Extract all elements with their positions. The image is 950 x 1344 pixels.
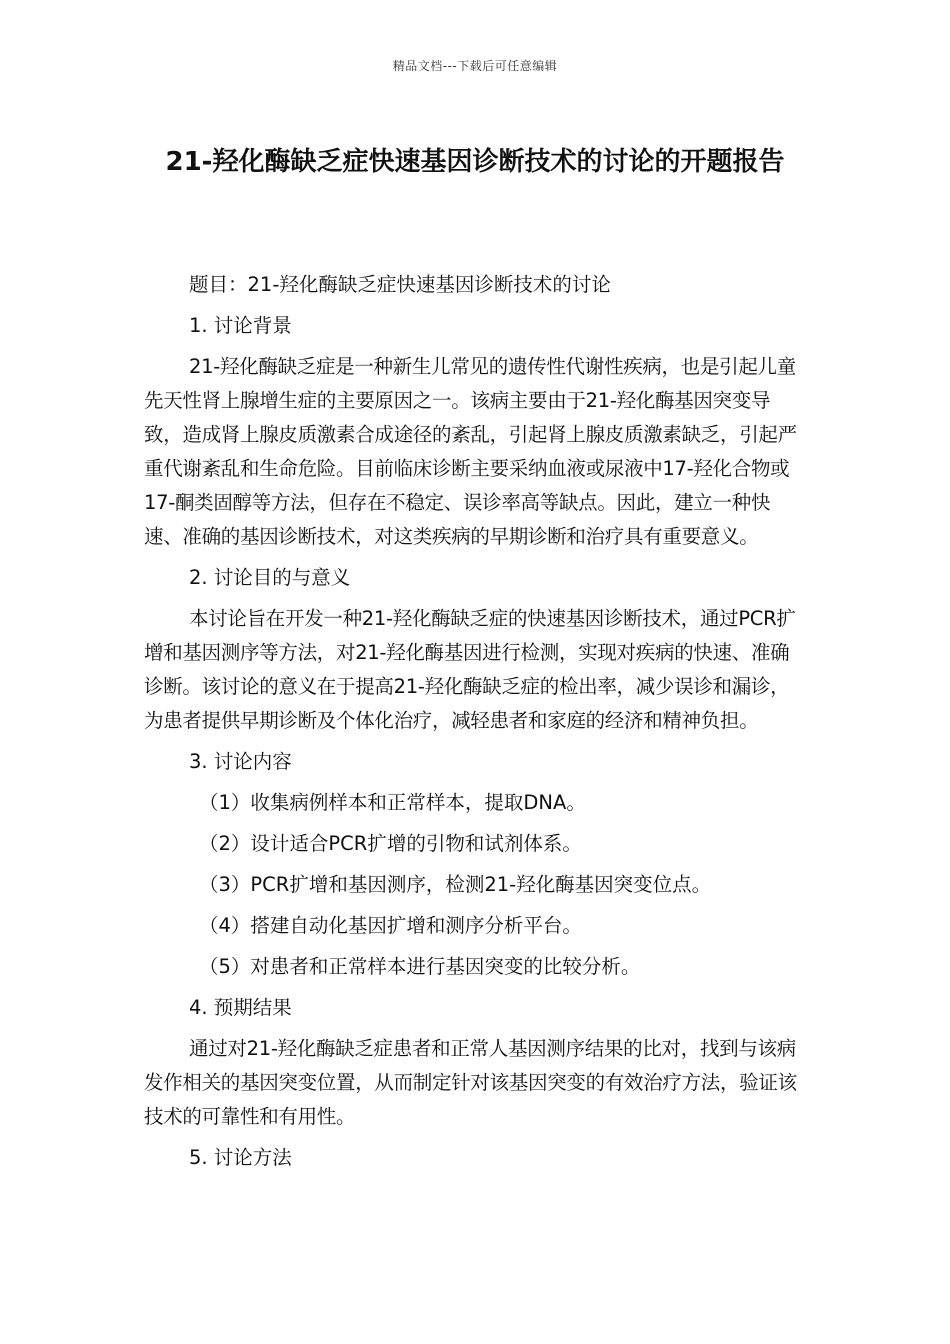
section-heading-content: 3. 讨论内容: [189, 750, 292, 773]
document-body: [144, 268, 808, 1182]
document-title: 21-羟化酶缺乏症快速基因诊断技术的讨论的开题报告: [165, 147, 785, 177]
content-list-item: （3）PCR扩增和基因测序，检测21-羟化酶基因突变位点。: [199, 873, 712, 896]
section-heading-methods: 5. 讨论方法: [189, 1146, 292, 1169]
section-heading-results: 4. 预期结果: [189, 996, 292, 1019]
section-heading-background: 1. 讨论背景: [189, 314, 292, 337]
content-list-item: （2）设计适合PCR扩增的引物和试剂体系。: [199, 832, 582, 855]
content-list-item: （1）收集病例样本和正常样本，提取DNA。: [199, 791, 586, 814]
content-list-item: （4）搭建自动化基因扩增和测序分析平台。: [199, 914, 582, 937]
content-list-item: （5）对患者和正常样本进行基因突变的比较分析。: [199, 955, 641, 978]
section-heading-purpose: 2. 讨论目的与意义: [189, 566, 351, 589]
paragraph-purpose: 本讨论旨在开发一种21-羟化酶缺乏症的快速基因诊断技术，通过PCR扩增和基因测序等方法，对21-羟化酶基因进行检测，实现对疾病的快速、准确诊断。该讨论的意义在于提高21-羟化酶缺乏症的检出率，减少误诊和漏诊，为患者提供早期诊断及个体化治疗，减轻患者和家庭的经济和精神负担。: [144, 607, 796, 732]
paragraph-results: 通过对21-羟化酶缺乏症患者和正常人基因测序结果的比对，找到与该病发作相关的基因突变位置，从而制定针对该基因突变的有效治疗方法，验证该技术的可靠性和有用性。: [144, 1037, 797, 1128]
header-note: 精品文档---下载后可任意编辑: [392, 59, 558, 73]
paragraph-background: 21-羟化酶缺乏症是一种新生儿常见的遗传性代谢性疾病，也是引起儿童先天性肾上腺增生症的主要原因之一。该病主要由于21-羟化酶基因突变导致，造成肾上腺皮质激素合成途径的紊乱，引起肾上腺皮质激素缺乏，引起严重代谢紊乱和生命危险。目前临床诊断主要采纳血液或尿液中17-羟化合物或17-酮类固醇等方法，但存在不稳定、误诊率高等缺点。因此，建立一种快速、准确的基因诊断技术，对这类疾病的早期诊断和治疗具有重要意义。: [144, 355, 797, 548]
subject-line: 题目：21-羟化酶缺乏症快速基因诊断技术的讨论: [189, 273, 611, 296]
